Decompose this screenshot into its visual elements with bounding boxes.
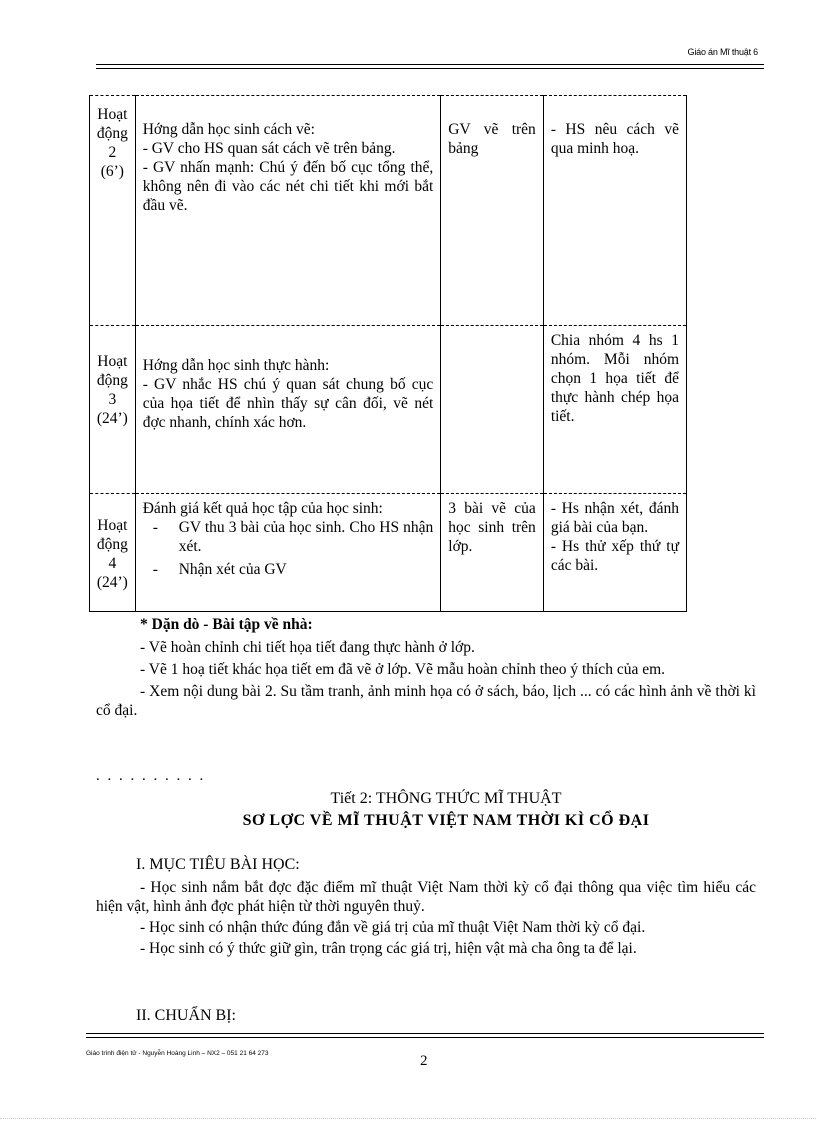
list-item-text: Nhận xét của GV	[178, 561, 287, 578]
activity-label: Hoạt	[97, 106, 128, 123]
objectives-list	[96, 878, 756, 960]
homework-section	[96, 615, 756, 723]
activity-cell	[90, 326, 136, 494]
preparation-heading: II. CHUẨN BỊ:	[136, 1007, 236, 1024]
activity-label: Hoạt	[97, 517, 128, 534]
objective-item: - Học sinh có nhận thức đúng đắn về giá trị của mĩ thuật Việt Nam thời kỳ cổ đại.	[140, 919, 646, 936]
teacher-activity-title: Đánh giá kết quả học tập của học sinh:	[142, 500, 383, 517]
teacher-activity-line: - GV nhắc HS chú ý quan sát chung bố cục của họa tiết để nhìn thấy sự cân đối, vẽ nét đợc nhanh, chính xác hơn.	[142, 376, 434, 431]
activity-label: Hoạt	[97, 353, 128, 370]
footer-rule	[86, 1033, 764, 1038]
list-item-text: GV thu 3 bài của học sinh. Cho HS nhận xét.	[178, 519, 434, 555]
teacher-activity-cell	[135, 96, 441, 326]
activity-label: động	[96, 536, 128, 553]
activity-number: 4	[108, 555, 117, 572]
teacher-activity-title: Hớng dẫn học sinh thực hành:	[142, 357, 330, 374]
activity-label: động	[96, 372, 128, 389]
materials-cell	[441, 494, 544, 612]
activity-number: 3	[108, 391, 117, 408]
teacher-activity-title: Hớng dẫn học sinh cách vẽ:	[142, 121, 315, 138]
page-number: 2	[420, 1053, 428, 1069]
header-rule-bottom	[96, 68, 764, 69]
objectives-heading: I. MỤC TIÊU BÀI HỌC:	[136, 856, 300, 873]
activity-cell	[90, 96, 136, 326]
materials-cell: GV vẽ trên bảng	[441, 96, 544, 326]
page-edge	[0, 1118, 816, 1119]
list-item: - GV thu 3 bài của học sinh. Cho HS nhận xét.	[152, 519, 434, 555]
teacher-activity-line: - GV nhấn mạnh: Chú ý đến bố cục tổng thể, không nên đi vào các nét chi tiết khi mới bắt đầu vẽ.	[142, 159, 434, 214]
header-rule-top	[96, 64, 764, 65]
activity-label: động	[96, 125, 128, 142]
list-item: - Nhận xét của GV	[152, 561, 287, 578]
lesson-activity-table	[89, 95, 687, 612]
student-activity-cell: - HS nêu cách vẽ qua minh hoạ.	[543, 96, 686, 326]
materials-cell	[441, 326, 544, 494]
teacher-sub-list	[143, 518, 434, 579]
header-title: Giáo án Mĩ thuật 6	[687, 47, 758, 57]
table-row	[90, 96, 687, 326]
teacher-activity-line: - GV cho HS quan sát cách vẽ trên bảng.	[142, 140, 396, 157]
lesson-subtitle: SƠ LỢC VỀ MĨ THUẬT VIỆT NAM THỜI KÌ CỔ ĐẠI	[242, 812, 650, 829]
activity-number: 2	[108, 144, 117, 161]
student-activity-cell	[543, 494, 686, 612]
table-row	[90, 494, 687, 612]
activity-duration: (24’)	[96, 574, 128, 591]
section-separator: . . . . . . . . . .	[96, 768, 206, 784]
lesson-title: Tiết 2: THÔNG THỨC MĨ THUẬT	[330, 790, 562, 807]
teacher-activity-cell	[135, 494, 441, 612]
student-activity-cell	[543, 326, 686, 494]
homework-heading: * Dặn dò - Bài tập về nhà:	[140, 616, 313, 633]
activity-cell	[90, 494, 136, 612]
student-activity-text: Chia nhóm 4 hs 1 nhóm. Mỗi nhóm chọn 1 họa tiết để thực hành chép họa tiết.	[550, 332, 679, 425]
objective-item: - Học sinh nắm bắt đợc đặc điểm mĩ thuật Việt Nam thời kỳ cổ đại thông qua việc tìm hiểu các hiện vật, hình ảnh đợc phát hiện từ thời nguyên thuỷ.	[96, 879, 756, 915]
homework-item: - Xem nội dung bài 2. Su tầm tranh, ảnh minh họa có ở sách, báo, lịch ... có các hình ảnh về thời kì cổ đại.	[96, 683, 756, 719]
student-activity-line: - Hs nhận xét, đánh giá bài của bạn.	[550, 500, 679, 536]
objective-item: - Học sinh có ý thức giữ gìn, trân trọng các giá trị, hiện vật mà cha ông ta để lại.	[140, 940, 637, 957]
homework-item: - Vẽ 1 hoạ tiết khác họa tiết em đã vẽ ở lớp. Vẽ mẫu hoàn chỉnh theo ý thích của em.	[140, 661, 666, 678]
teacher-activity-cell	[135, 326, 441, 494]
footer-note: Giáo trình điện tử - Nguyễn Hoàng Linh – NX2 – 051 21 64 273	[86, 1050, 269, 1057]
student-activity-line: - Hs thử xếp thứ tự các bài.	[550, 538, 679, 574]
table-row	[90, 326, 687, 494]
materials-text: 3 bài vẽ của học sinh trên lớp.	[448, 500, 536, 555]
activity-duration: (6’)	[100, 163, 124, 180]
activity-duration: (24’)	[96, 410, 128, 427]
homework-item: - Vẽ hoàn chỉnh chi tiết họa tiết đang thực hành ở lớp.	[140, 639, 475, 656]
